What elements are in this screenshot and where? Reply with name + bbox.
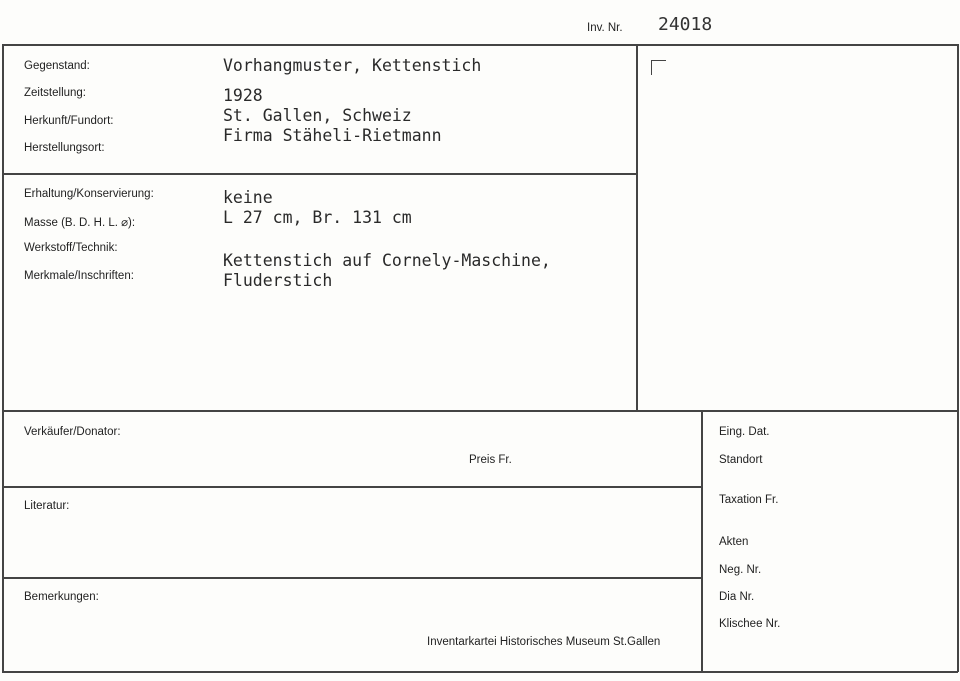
rule-section2 [2,410,958,412]
rule-photo-box [636,44,638,411]
bemerkungen-label: Bemerkungen: [24,591,99,603]
werkstoff-value-line2: Fluderstich [223,271,333,290]
klischee-nr-label: Klischee Nr. [719,618,781,630]
rule-section1 [2,173,637,175]
zeitstellung-value: 1928 [223,86,263,105]
masse-label: Masse (B. D. H. L. ⌀): [24,217,136,229]
erhaltung-value: keine [223,188,273,207]
preis-label: Preis Fr. [469,454,512,466]
akten-label: Akten [719,536,749,548]
werkstoff-label: Werkstoff/Technik: [24,242,118,254]
inv-nr-label: Inv. Nr. [587,22,623,34]
inv-nr-value: 24018 [658,14,713,35]
herstellungsort-value: Firma Stäheli-Rietmann [223,126,442,145]
erhaltung-label: Erhaltung/Konservierung: [24,188,154,200]
photo-corner-mark [651,60,666,75]
neg-nr-label: Neg. Nr. [719,564,762,576]
rule-top [2,44,958,46]
literatur-label: Literatur: [24,500,70,512]
eing-dat-label: Eing. Dat. [719,426,770,438]
rule-right [957,44,959,672]
herkunft-value: St. Gallen, Schweiz [223,106,412,125]
masse-value: L 27 cm, Br. 131 cm [223,208,412,227]
standort-label: Standort [719,454,763,466]
merkmale-label: Merkmale/Inschriften: [24,270,134,282]
werkstoff-value-line1: Kettenstich auf Cornely-Maschine, [223,251,551,270]
verkaeufer-label: Verkäufer/Donator: [24,426,121,438]
rule-literatur [2,486,702,488]
rule-bottom [2,671,958,673]
herkunft-label: Herkunft/Fundort: [24,115,114,127]
card-footer: Inventarkartei Historisches Museum St.Gallen [427,636,661,648]
taxation-label: Taxation Fr. [719,494,779,506]
zeitstellung-label: Zeitstellung: [24,87,87,99]
rule-bemerkungen [2,577,702,579]
dia-nr-label: Dia Nr. [719,591,755,603]
gegenstand-label: Gegenstand: [24,60,90,72]
gegenstand-value: Vorhangmuster, Kettenstich [223,56,482,75]
herstellungsort-label: Herstellungsort: [24,142,105,154]
rule-right-column [701,410,703,672]
